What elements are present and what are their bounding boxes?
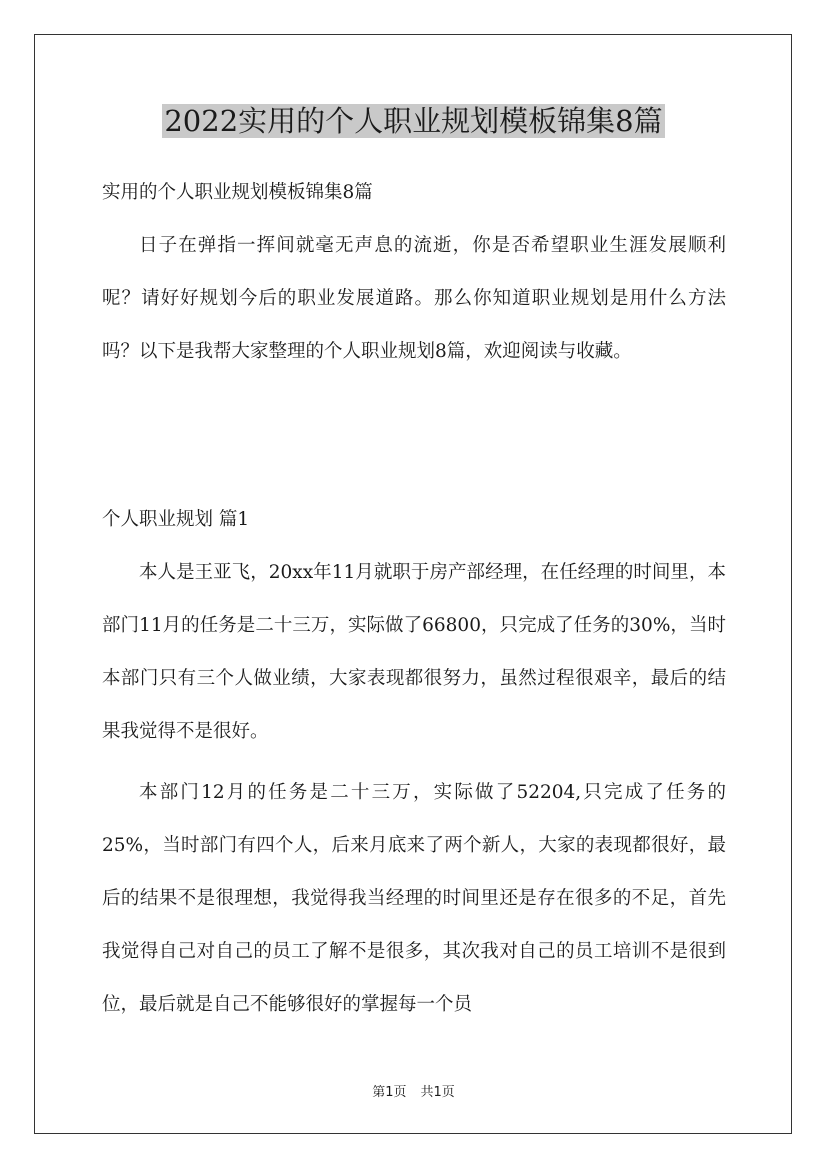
body-paragraph-1: 本人是王亚飞，20xx年11月就职于房产部经理，在任经理的时间里，本部门11月的任务是二十三万，实际做了66800，只完成了任务的30%，当时本部门只有三个人做业绩，大家表现都很努力，虽然过程很艰辛，最后的结果我觉得不是很好。 [102,562,726,742]
page-total: 共1页 [420,1085,455,1100]
document-title-text: 2022实用的个人职业规划模板锦集8篇 [164,104,663,138]
body-paragraph-2: 本部门12月的任务是二十三万，实际做了52204,只完成了任务的25%，当时部门有四个人，后来月底来了两个新人，大家的表现都很好，最后的结果不是很理想，我觉得我当经理的时间里还是存在很多的不足，首先我觉得自己对自己的员工了解不是很多，其次我对自己的员工培训不是很到位，最后就是自己不能够很好的掌握每一个员 [102,782,726,1015]
section-heading: 个人职业规划 篇1 [102,509,250,530]
page-number: 第1页 [372,1085,407,1100]
document-subtitle: 实用的个人职业规划模板锦集8篇 [102,182,373,203]
document-title [0,100,827,142]
intro-paragraph: 日子在弹指一挥间就毫无声息的流逝，你是否希望职业生涯发展顺利呢？请好好规划今后的职业发展道路。那么你知道职业规划是用什么方法吗？以下是我帮大家整理的个人职业规划8篇，欢迎阅读与收藏。 [102,235,726,362]
page-footer [0,1085,827,1101]
